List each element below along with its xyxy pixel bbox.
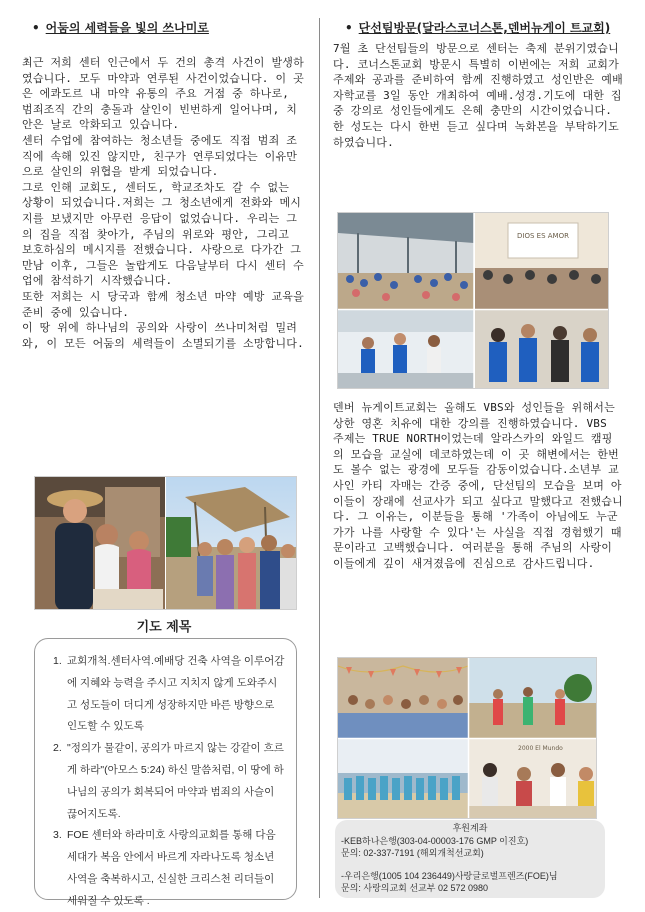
prayer-item-text: "정의가 물같이, 공의가 마르지 않는 강같이 흐르게 하라"(아모스 5:24) 하신 말씀처럼, 이 땅에 하나님의 공의가 회복되어 마약과 범죄의 사슬이 끊어지도록. — [67, 742, 284, 820]
right-column-lower — [333, 400, 623, 572]
banner-text-2: 2000 El Mundo — [518, 745, 563, 752]
left-section-heading — [22, 20, 304, 37]
right-column — [333, 20, 623, 150]
right-section-heading — [333, 20, 623, 37]
heading-bullet: • — [32, 21, 40, 35]
family-photo-image — [35, 477, 297, 610]
visit-photo-collage — [337, 212, 609, 389]
banner-text: DIOS ES AMOR — [517, 232, 569, 240]
left-column — [22, 20, 304, 351]
right-heading-text: 단선팀방문(달라스코너스톤,덴버뉴게이 트교회) — [358, 21, 611, 35]
prayer-item-text: FOE 센터와 하라미호 사랑의교회를 통해 다음 세대가 복음 안에서 바르게 자라나도록 청소년 사역을 축복하시고, 신실한 크리스천 리더들이 세워질 수 있도록 . — [67, 829, 276, 907]
donation-account-1: -KEB하나은행(303-04-00003-176 GMP 이진호) — [341, 835, 529, 846]
donation-contact-1: 문의: 02-337-7191 (해외개척선교회) — [341, 848, 484, 858]
column-divider — [319, 18, 320, 898]
prayer-title: 기도 제목 — [136, 620, 192, 635]
prayer-item — [53, 651, 286, 738]
donation-spacer — [341, 860, 599, 870]
visit-collage-image — [338, 213, 609, 389]
family-photo — [34, 476, 297, 610]
left-article-body: 최근 저희 센터 인근에서 두 건의 총격 사건이 발생하였습니다. 모두 마약과 연루된 사건이었습니다. 이 곳은 에콰도르 내 마약 유통의 주요 거점 중 하나로, 범죄조직 간의 충돌과 살인이 빈번하게 일어나며, 치안은 날로 악화되고 있습니다. 센터 수업에 참여하는 청소년들 중에도 직접 범죄 조직에 속해 있진 않지만, 친구가 연루되었다는 이유만으로 살인의 위협을 받게 되었습니다. 그로 인해 교회도, 센터도, 학교조차도 갈 수 없는 상황이 되었습니다.저희는 그 청소년에게 전화와 메시지를 보냈지만 아무런 응답이 없었습니다. 우리는 그의 집을 직접 찾아가, 주님의 위로와 평안, 그리고 보호하심의 메시지를 전했습니다. 사랑으로 다가간 그 만남 이후, 그들은 놀랍게도 다음날부터 다시 센터 수업에 참석하기 시작했습니다. 또한 저희는 시 당국과 함께 청소년 마약 예방 교육을 준비 중에 있습니다. 이 땅 위에 하나님의 공의와 사랑이 쓰나미처럼 밀려와, 이 모든 어둠의 세력들이 소멸되기를 소망합니다. — [22, 56, 304, 350]
prayer-item-number: 3. — [53, 829, 62, 842]
donation-account-2: -우리은행(1005 104 236449)사랑글로벌프렌즈(FOE)님 — [341, 870, 558, 881]
prayer-item-number: 2. — [53, 742, 62, 755]
vbs-collage-image — [338, 658, 597, 819]
right-article-body-2: 덴버 뉴게이트교회는 올해도 VBS와 성인들을 위해서는 상한 영혼 치유에 대한 강의를 진행하였습니다. VBS 주제는 TRUE NORTH이었는데 알라스카의 와일드 캠핑의 모습을 교실에 데코하였는데 이 곳 해변에서는 한번도 볼수 없는 광경에 모두들 감동이었습니다.소년부 교사인 카티 자매는 간증 중에, 단선팀의 모습을 보며 아이들이 장래에 선교사가 되고 싶다고 말했다고 전했습니다. 그 이유는, 이분들을 통해 '가족이 아님에도 누군가가 나를 사랑할 수 있다'는 사실을 직접 경험했기 때문이라고 고백했습니다. 여러분을 통해 주님의 사랑이 이들에게 깊이 새겨졌음에 진심으로 감사드립니다. — [333, 401, 623, 570]
vbs-photo-collage — [337, 657, 597, 819]
prayer-item — [53, 738, 286, 825]
heading-bullet: • — [345, 21, 353, 35]
right-article-body-1: 7월 초 단선팀들의 방문으로 센터는 축제 분위기였습니다. 코너스톤교회 방문시 특별히 이번에는 저희 교회가 주제와 공과를 준비하여 함께 진행하였고 성인반은 예배자학교를 3일 동안 개최하여 예배.성경.기도에 대한 집중 강의로 성인들에게도 은혜 충만의 시간이었습니다. 한 성도는 다시 한번 듣고 싶다며 녹화본을 부탁하기도 하였습니다. — [333, 42, 623, 149]
prayer-list — [53, 651, 286, 912]
prayer-item-number: 1. — [53, 655, 62, 667]
donation-contact-2: 문의: 사랑의교회 선교부 02 572 0980 — [341, 883, 488, 893]
donation-info-box — [335, 820, 605, 898]
prayer-item — [53, 825, 286, 912]
donation-title: 후원계좌 — [452, 823, 488, 833]
left-heading-text: 어둠의 세력들을 빛의 쓰나미로 — [45, 21, 209, 35]
prayer-box — [34, 638, 297, 907]
prayer-item-text: 교회개척.센터사역.예배당 건축 사역을 이루어감에 지혜와 능력을 주시고 지치지 않게 도와주시고 성도들이 더디게 성장하지만 바른 방향으로 인도할 수 있도록 — [67, 655, 285, 733]
